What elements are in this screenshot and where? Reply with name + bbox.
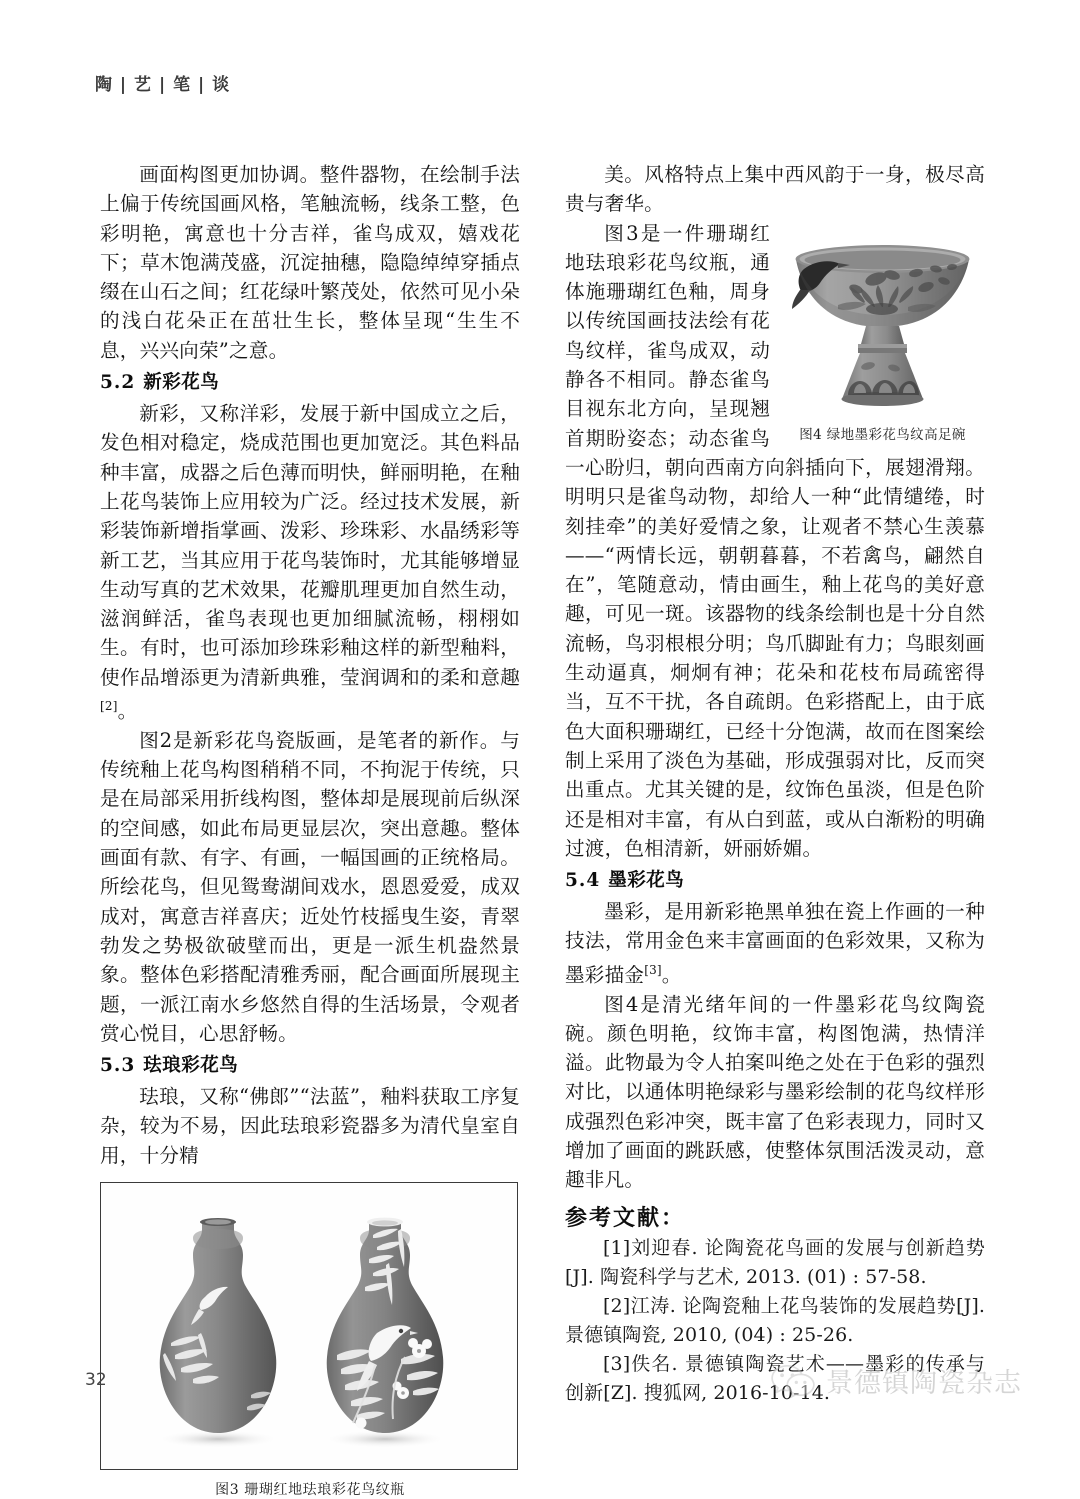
- footnote-ref-2: [2]: [100, 699, 118, 714]
- section-heading-5-3: [100, 1051, 520, 1081]
- section-title: 珐琅彩花鸟: [143, 1055, 239, 1077]
- figure-3: [100, 1182, 520, 1499]
- paragraph-left-2-text: 新彩，又称洋彩，发展于新中国成立之后，发色相对稳定，烧成范围也更加宽泛。其色料品种丰富，成器之后色薄而明快，鲜丽明艳，在釉上花鸟装饰上应用较为广泛。经过技术发展，新彩装饰新增指掌画、泼彩、珍珠彩、水晶绣彩等新工艺，当其应用于花鸟装饰时，尤其能够增显生动写真的艺术效果，花瓣肌理更加自然生动，滋润鲜活，雀鸟表现也更加细腻流畅，栩栩如生。有时，也可添加珍珠彩釉这样的新型釉料，使作品增添更为清新典雅，莹润调和的柔和意趣: [100, 402, 520, 689]
- footer-brand: [770, 1361, 1022, 1400]
- paragraph-right-3-tail: 。: [661, 963, 682, 987]
- left-column: [100, 160, 520, 1499]
- paragraph-left-3: 图2是新彩花鸟瓷版画，是笔者的新作。与传统釉上花鸟构图稍稍不同，不拘泥于传统，只是在局部采用折线构图，整体却是展现前后纵深的空间感，如此布局更显层次，突出意趣。整体画面有款、有字、有画，一幅国画的正统格局。所绘花鸟，但见鸳鸯湖间戏水，恩恩爱爱，成双成对，寓意吉祥喜庆；近处竹枝摇曳生姿，青翠勃发之势极欲破壁而出，更是一派生机盎然景象。整体色彩搭配清雅秀丽，配合画面所展现主题，一派江南水乡悠然自得的生活场景，令观者赏心悦目，心思舒畅。: [100, 728, 520, 1045]
- figure-4-image: [780, 223, 985, 419]
- footer-brand-text: 景德镇陶瓷杂志: [826, 1368, 1022, 1399]
- paragraph-left-2: [100, 399, 520, 726]
- figure-4: [780, 223, 985, 443]
- section-number: 5.2: [100, 372, 136, 394]
- page-number: 32: [85, 1370, 107, 1390]
- figure-4-caption: 图4 绿地墨彩花鸟纹高足碗: [799, 426, 966, 443]
- coral-red-enamel-vases-illustration: [101, 1183, 517, 1469]
- figure-3-image: [100, 1182, 518, 1470]
- section-number: 5.4: [565, 870, 601, 892]
- running-head: 陶 | 艺 | 笔 | 谈: [95, 75, 231, 95]
- figure-3-caption: 图3 珊瑚红地珐琅彩花鸟纹瓶: [215, 1482, 405, 1499]
- green-ground-ink-color-stem-bowl-illustration: [780, 223, 985, 419]
- paragraph-left-2-tail: 。: [117, 699, 138, 723]
- page-body: [100, 160, 985, 1499]
- section-title: 墨彩花鸟: [608, 870, 685, 892]
- footnote-ref-3: [3]: [644, 962, 662, 977]
- section-heading-5-2: [100, 368, 520, 398]
- paragraph-right-3-text: 墨彩，是用新彩艳黑单独在瓷上作画的一种技法，常用金色来丰富画面的色彩效果，又称为墨彩描金: [565, 900, 985, 987]
- section-number: 5.3: [100, 1055, 136, 1077]
- paragraph-right-1: 美。风格特点上集中西风韵于一身，极尽高贵与奢华。: [565, 163, 985, 216]
- paragraph-left-1: 画面构图更加协调。整件器物，在绘制手法上偏于传统国画风格，笔触流畅，线条工整，色彩明艳，寓意也十分吉祥，雀鸟成双，嬉戏花下；草木饱满茂盛，沉淀抽穗，隐隐绰绰穿插点缀在山石之间；红花绿叶繁茂处，依然可见小朵的浅白花朵正在茁壮生长，整体呈现“生生不息，兴兴向荣”之意。: [100, 163, 520, 362]
- paragraph-left-4: 珐琅，又称“佛郎”“法蓝”，釉料获取工序复杂，较为不易，因此珐琅彩瓷器多为清代皇室自用，十分精: [100, 1085, 520, 1167]
- paragraph-right-4: 图4是清光绪年间的一件墨彩花鸟纹陶瓷碗。颜色明艳，纹饰丰富，构图饱满，热情洋溢。此物最为令人拍案叫绝之处在于色彩的强烈对比，以通体明艳绿彩与墨彩绘制的花鸟纹样形成强烈色彩冲突，既丰富了色彩表现力，同时又增加了画面的跳跃感，使整体氛围活泼灵动，意趣非凡。: [565, 992, 985, 1192]
- paragraph-right-3: [565, 897, 985, 989]
- paragraph-right-2: 图3是一件珊瑚红地珐琅彩花鸟纹瓶，通体施珊瑚红色釉，周身以传统国画技法绘有花鸟纹样，雀鸟成双，动静各不相同。静态雀鸟目视东北方向，呈现翘首期盼姿态；动态雀鸟一心盼归，朝向西南方向斜插向下，展翅滑翔。明明只是雀鸟动物，却给人一种“此情缱绻，时刻挂牵”的美好爱情之象，让观者不禁心生羡慕——“两情长远，朝朝暮暮，不若禽鸟，翩然自在”，笔随意动，情由画生，釉上花鸟的美好意趣，可见一斑。该器物的线条绘制也是十分自然流畅，鸟羽根根分明；鸟爪脚趾有力；鸟眼刻画生动逼真，炯炯有神；花朵和花枝布局疏密得当，互不干扰，各自疏朗。色彩搭配上，由于底色大面积珊瑚红，已经十分饱满，故而在图案绘制上采用了淡色为基础，形成强弱对比，反而突出重点。尤其关键的是，纹饰色虽淡，但是色阶还是相对丰富，有从白到蓝，或从白渐粉的明确过渡，色相清新，妍丽娇媚。: [565, 221, 985, 860]
- references-heading: 参考文献：: [565, 1204, 686, 1231]
- reference-item: [3]佚名. 景德镇陶瓷艺术——墨彩的传承与创新[Z]. 搜狐网, 2016-10-14.: [565, 1352, 985, 1404]
- wechat-icon: [770, 1362, 816, 1400]
- section-title: 新彩花鸟: [143, 372, 220, 394]
- reference-item: [1]刘迎春. 论陶瓷花鸟画的发展与创新趋势[J]. 陶瓷科学与艺术, 2013. (01) : 57-58.: [565, 1236, 985, 1288]
- section-heading-5-4: [565, 866, 985, 896]
- right-column: [565, 160, 985, 1499]
- reference-item: [2]江涛. 论陶瓷釉上花鸟装饰的发展趋势[J]. 景德镇陶瓷, 2010, (04) : 25-26.: [565, 1294, 985, 1346]
